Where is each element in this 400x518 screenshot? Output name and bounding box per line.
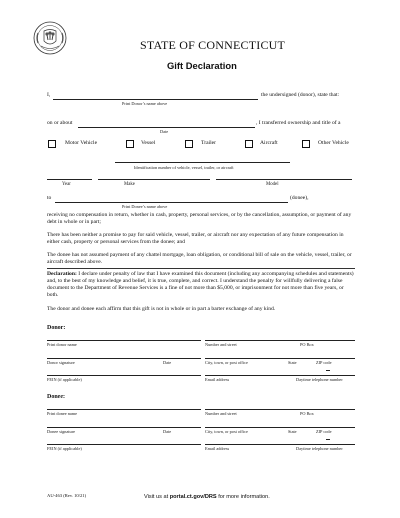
paragraph-no-promise: There has been neither a promise to pay for said vehicle, vessel, trailer, or aircraft nor any expectation of any future compensation in either cash, property or personal services from the donee; and: [47, 232, 344, 246]
form-id: AU-463 (Rev. 10/21): [47, 493, 87, 498]
donee-street-field[interactable]: [205, 409, 355, 410]
donee-email-caption: Email address: [205, 446, 230, 451]
donee-fein-caption: FEIN (if applicable): [47, 446, 82, 451]
donor-zip-dash: [326, 370, 330, 371]
identification-caption: Identification number of vehicle, vessel, trailer, or aircraft: [134, 165, 234, 170]
donee-zip-dash: [326, 439, 330, 440]
donee-fein-field[interactable]: [47, 444, 201, 445]
donee-zip-caption: ZIP code: [316, 429, 332, 434]
paragraph-no-assumption: The donee has not assumed payment of any chattel mortgage, loan obligation, or conditional bill of sale on the vehicle, vessel, trailer, or aircraft described above.: [47, 252, 352, 266]
donor-signature-field[interactable]: [47, 358, 201, 359]
donee-street-caption: Number and street: [205, 411, 237, 416]
donee-signature-field[interactable]: [47, 427, 201, 428]
donor-date-caption: Date: [163, 360, 172, 365]
donor-city-caption: City, town, or post office: [205, 360, 248, 365]
donee-city-caption: City, town, or post office: [205, 429, 248, 434]
donee-name-field[interactable]: [47, 409, 201, 410]
page-title: STATE OF CONNECTICUT: [140, 38, 286, 52]
transfer-date-line[interactable]: [78, 127, 255, 128]
to-label: to: [47, 195, 52, 201]
donor-name-caption: Print Donor’s name above: [122, 101, 168, 106]
donee-date-caption: Date: [163, 429, 172, 434]
donee-name-field-caption: Print donee name: [47, 411, 78, 416]
year-caption: Year: [62, 182, 71, 187]
vessel-checkbox[interactable]: [126, 140, 134, 148]
model-line[interactable]: [216, 179, 352, 180]
donor-email-caption: Email address: [205, 377, 230, 382]
on-or-about-label: on or about: [47, 120, 73, 126]
donee-name-caption: Print Donee’s name above: [122, 204, 168, 209]
i-label: I,: [47, 92, 51, 98]
donor-phone-caption: Daytime telephone number: [296, 377, 343, 382]
footer-url-link[interactable]: portal.ct.gov/DRS: [169, 494, 217, 500]
declaration-label: Declaration:: [47, 271, 77, 277]
donee-state-caption: State: [288, 429, 297, 434]
model-caption: Model: [266, 182, 279, 187]
date-caption: Date: [160, 129, 169, 134]
transferred-text: , I transferred ownership and title of a: [256, 120, 341, 126]
trailer-label: Trailer: [201, 140, 217, 146]
donor-zip-caption: ZIP code: [316, 360, 332, 365]
donee-city-field[interactable]: [205, 427, 355, 428]
donor-fein-caption: FEIN (if applicable): [47, 377, 82, 382]
donor-street-field[interactable]: [205, 340, 355, 341]
donor-name-line[interactable]: [53, 99, 258, 100]
donee-phone-caption: Daytime telephone number: [296, 446, 343, 451]
donee-heading: Donee:: [47, 394, 65, 400]
donee-email-field[interactable]: [205, 444, 355, 445]
trailer-checkbox[interactable]: [185, 140, 193, 148]
footer-visit: [144, 494, 270, 500]
paragraph-no-compensation: receiving no compensation in return, whether in cash, property, personal services, or by the cancellation, assumption, or payment of any debt in whole or in part;: [47, 212, 352, 226]
page-subtitle: Gift Declaration: [167, 60, 237, 71]
donee-pobox-caption: PO Box: [300, 411, 314, 416]
donor-city-field[interactable]: [205, 358, 355, 359]
declaration-paragraph: [47, 271, 355, 299]
donor-email-field[interactable]: [205, 375, 355, 376]
state-seal-logo: [33, 21, 67, 55]
other-vehicle-label: Other Vehicle: [318, 140, 349, 146]
donor-fein-field[interactable]: [47, 375, 201, 376]
undersigned-text: the undersigned (donor), state that:: [261, 92, 340, 98]
donor-name-field[interactable]: [47, 340, 201, 341]
vessel-label: Vessel: [141, 140, 156, 146]
donor-name-field-caption: Print donor name: [47, 342, 77, 347]
donee-suffix: (donee),: [290, 195, 309, 201]
donor-heading: Donor:: [47, 325, 66, 331]
footer-visit-prefix: Visit us at: [144, 494, 170, 500]
donee-name-line[interactable]: [55, 202, 288, 203]
other-vehicle-checkbox[interactable]: [302, 140, 310, 148]
donor-street-caption: Number and street: [205, 342, 237, 347]
motor-vehicle-checkbox[interactable]: [48, 140, 56, 148]
donee-signature-caption: Donee signature: [47, 429, 76, 434]
donor-signature-caption: Donor signature: [47, 360, 75, 365]
aircraft-checkbox[interactable]: [245, 140, 253, 148]
donor-pobox-caption: PO Box: [300, 342, 314, 347]
make-caption: Make: [124, 182, 135, 187]
donor-state-caption: State: [288, 360, 297, 365]
make-line[interactable]: [98, 179, 210, 180]
footer-visit-suffix: for more information.: [216, 494, 270, 500]
year-line[interactable]: [47, 179, 92, 180]
declaration-text: I declare under penalty of law that I have examined this document (including any accompanying schedules and statements) and, to the best of my knowledge and belief, it is true, complete, and correct. I understand the penalty for willfully delivering a false document to the Department of Revenue Services is a fine of not more than $5,000, or imprisonment for not more than five years, or both.: [47, 271, 354, 299]
declaration-divider: [47, 268, 355, 269]
aircraft-label: Aircraft: [260, 140, 278, 146]
affirm-paragraph: The donor and donee each affirm that this gift is not in whole or in part a barter exchange of any kind.: [47, 306, 276, 312]
motor-vehicle-label: Motor Vehicle: [65, 140, 98, 146]
identification-number-line[interactable]: [115, 162, 290, 163]
